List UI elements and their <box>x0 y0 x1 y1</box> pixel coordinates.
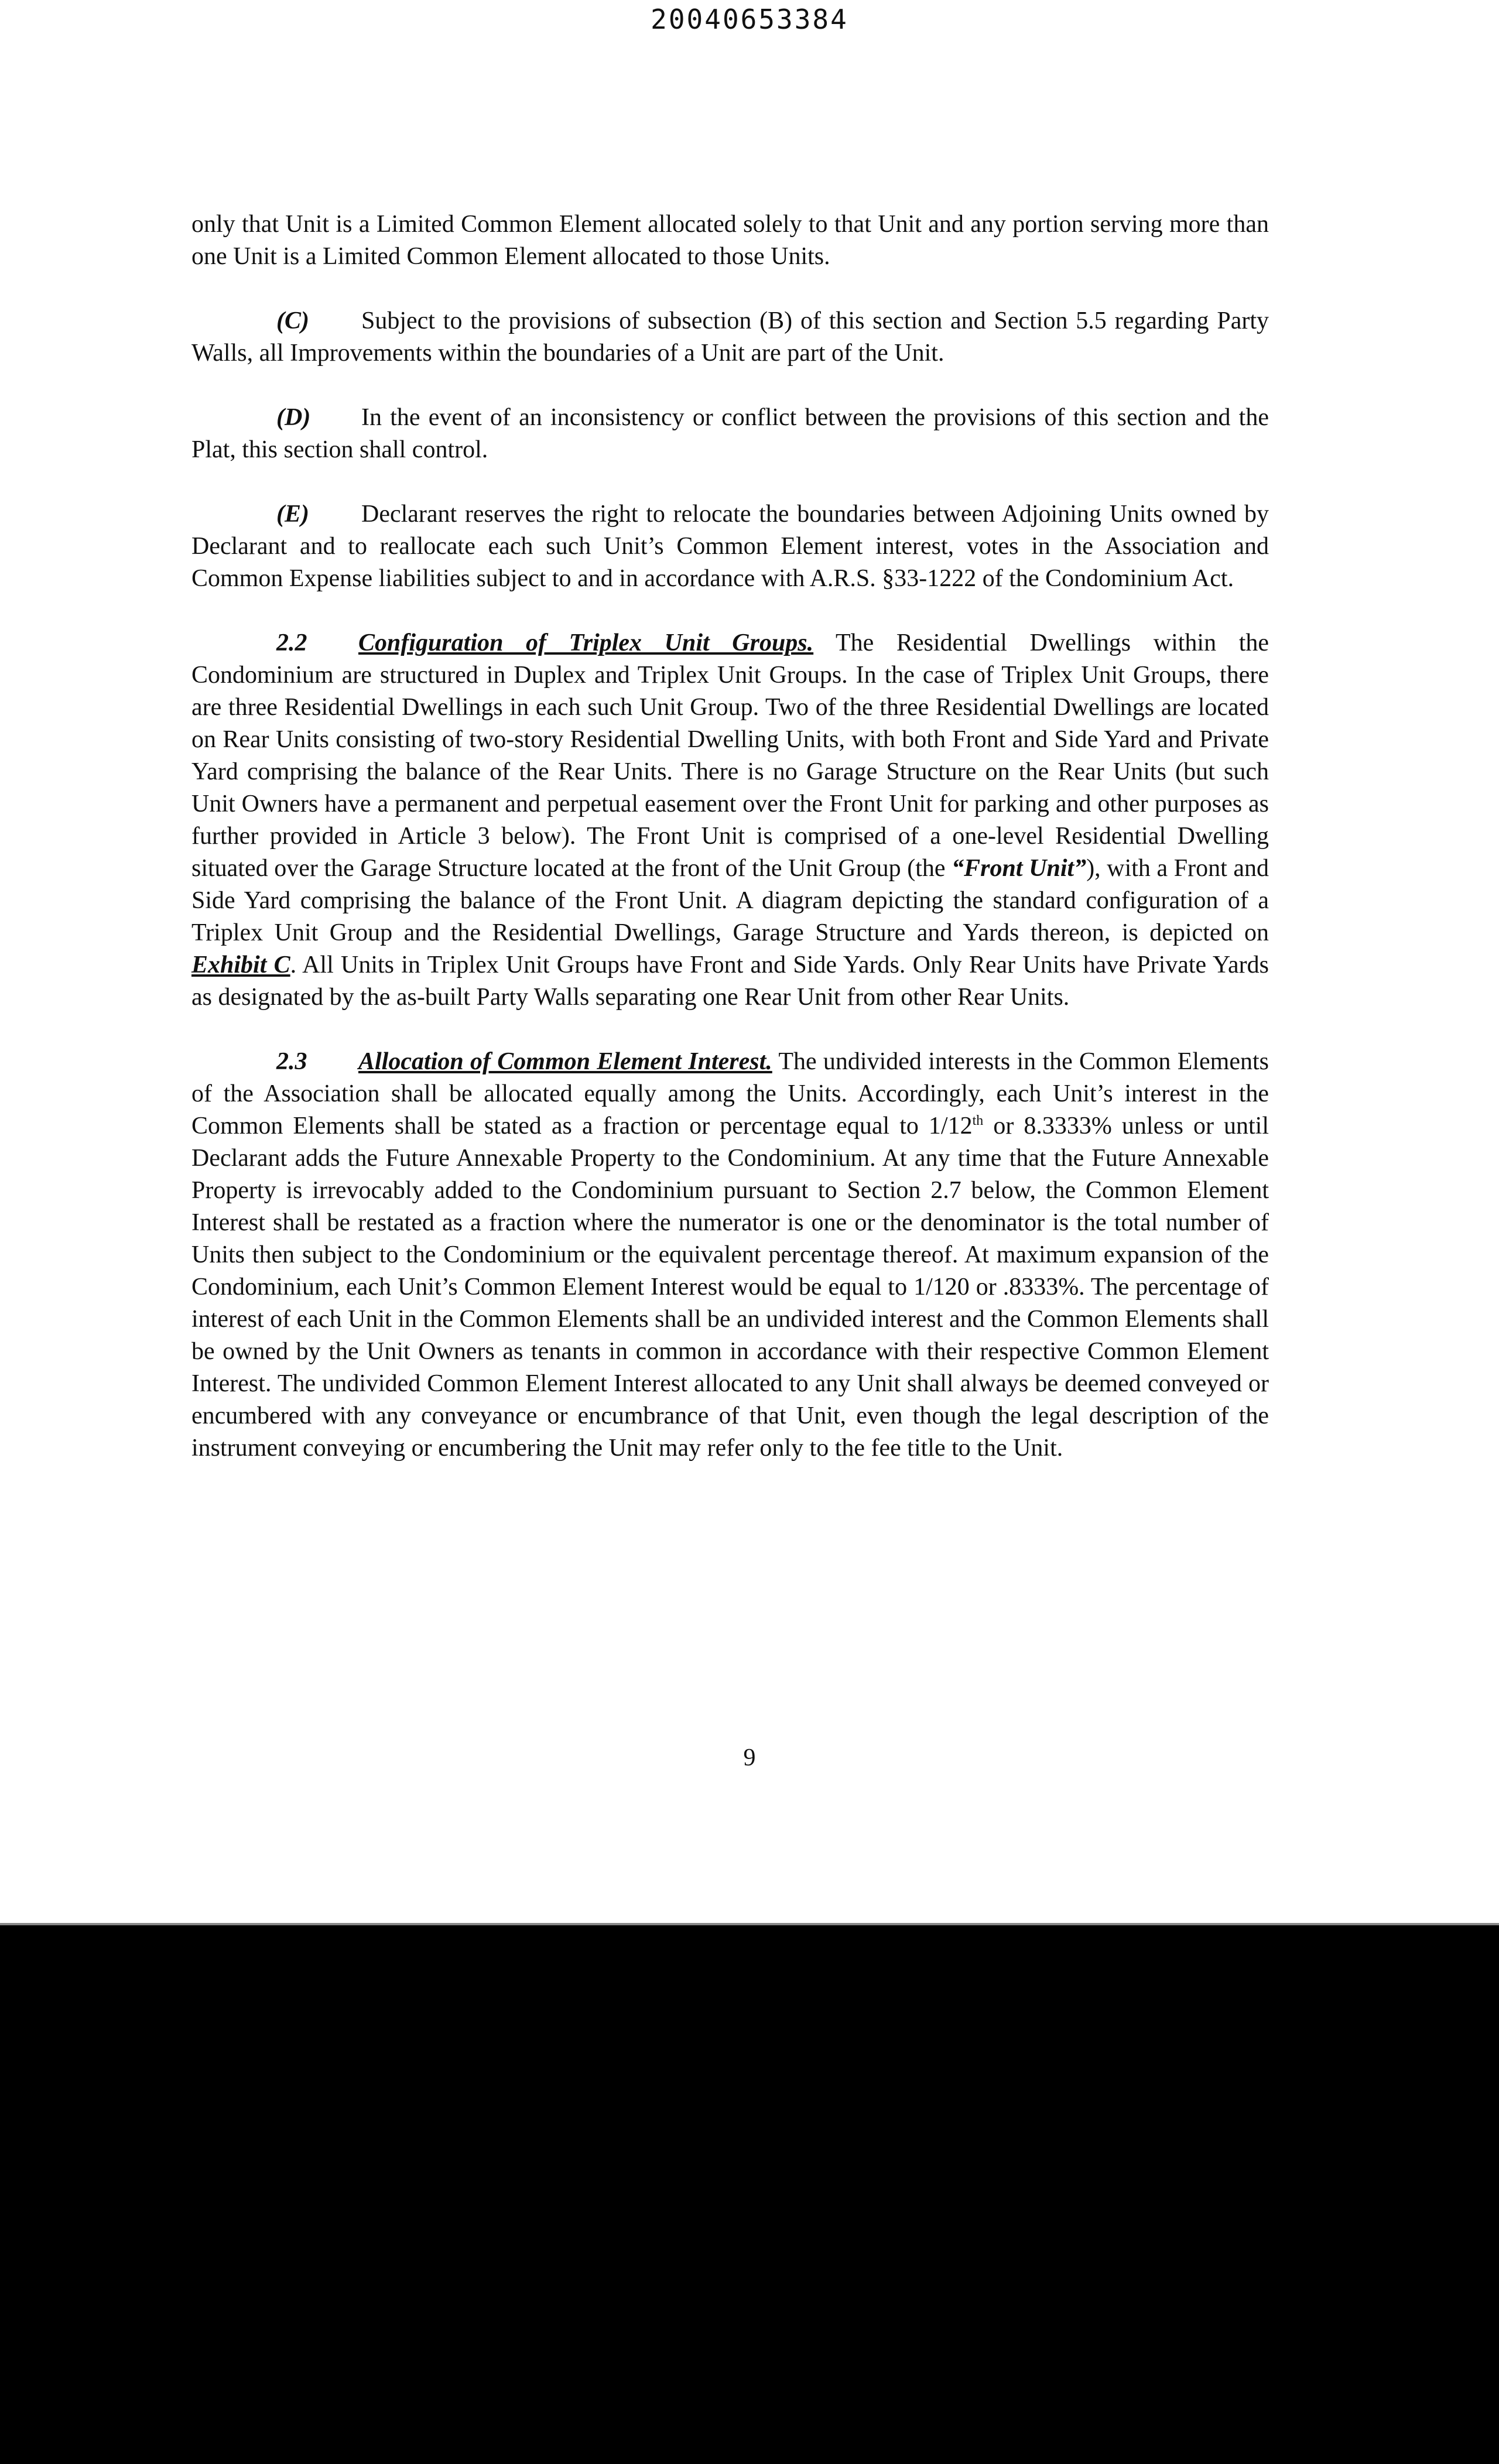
section-2-2-text-1: The Residential Dwellings within the Condominium are structured in Duplex and Triplex Unit Groups. In the case of Triplex Unit Groups, there are three Residential Dwellings in each such Unit Group. Two of the three Residential Dwellings are located on Rear Units consisting of two-story Residential Dwelling Units, with both Front and Side Yard and Private Yard comprising the balance of the Rear Units. There is no Garage Structure on the Rear Units (but such Unit Owners have a permanent and perpetual easement over the Front Unit for parking and other purposes as further provided in Article 3 below). The Front Unit is comprised of a one-level Residential Dwelling situated over the Garage Structure located at the front of the Unit Group (the <box>191 629 1269 882</box>
paragraph-e <box>191 498 1269 595</box>
subsection-label-d: (D) <box>276 404 311 431</box>
section-number-2-3: 2.3 <box>276 1048 307 1075</box>
section-2-2-text-2: ), with a Front and Side Yard comprising the balance of the Front Unit. A diagram depicting the standard configuration of a Triplex Unit Group and the Residential Dwellings, Garage Structure and Yards thereon, is depicted on <box>191 855 1269 946</box>
section-2-2 <box>191 627 1269 1014</box>
paragraph-d-text: In the event of an inconsistency or conflict between the provisions of this section and the Plat, this section shall control. <box>191 404 1269 463</box>
section-number-2-2: 2.2 <box>276 629 307 656</box>
paragraph-d <box>191 402 1269 466</box>
subsection-label-c: (C) <box>276 307 309 334</box>
subsection-label-e: (E) <box>276 501 309 528</box>
paragraph-continued <box>191 208 1269 273</box>
page-bottom-edge <box>0 1923 1499 1925</box>
defined-term-front-unit: “Front Unit” <box>952 855 1087 882</box>
document-id: 20040653384 <box>651 4 848 35</box>
ordinal-superscript: th <box>972 1113 984 1128</box>
document-body <box>191 208 1269 1497</box>
exhibit-c-reference: Exhibit C <box>191 952 290 978</box>
section-2-2-text-3: . All Units in Triplex Unit Groups have Front and Side Yards. Only Rear Units have Private Yards as designated by the as-built Party Walls separating one Rear Unit from other Rear Units. <box>191 952 1269 1011</box>
paragraph-c <box>191 305 1269 369</box>
section-2-3 <box>191 1046 1269 1464</box>
section-2-3-text-2: or 8.3333% unless or until Declarant adds the Future Annexable Property to the Condominium. At any time that the Future Annexable Property is irrevocably added to the Condominium pursuant to Section 2.7 below, the Common Element Interest shall be restated as a fraction where the numerator is one or the denominator is the total number of Units then subject to the Condominium or the equivalent percentage thereof. At maximum expansion of the Condominium, each Unit’s Common Element Interest would be equal to 1/120 or .8333%. The percentage of interest of each Unit in the Common Elements shall be an undivided interest and the Common Elements shall be owned by the Unit Owners as tenants in common in accordance with their respective Common Element Interest. The undivided Common Element Interest allocated to any Unit shall always be deemed conveyed or encumbered with any conveyance or encumbrance of that Unit, even though the legal description of the instrument conveying or encumbering the Unit may refer only to the fee title to the Unit. <box>191 1113 1269 1462</box>
section-title-2-2: Configuration of Triplex Unit Groups. <box>358 629 814 656</box>
paragraph-e-text: Declarant reserves the right to relocate the boundaries between Adjoining Units owned by Declarant and to reallocate each such Unit’s Common Element interest, votes in the Association and Common Expense liabilities subject to and in accordance with A.R.S. §33-1222 of the Condominium Act. <box>191 501 1269 592</box>
page-number: 9 <box>743 1744 756 1771</box>
paragraph-c-text: Subject to the provisions of subsection (B) of this section and Section 5.5 regarding Party Walls, all Improvements within the boundaries of a Unit are part of the Unit. <box>191 307 1269 367</box>
section-2-3-text-1: The undivided interests in the Common Elements of the Association shall be allocated equally among the Units. Accordingly, each Unit’s interest in the Common Elements shall be stated as a fraction or percentage equal to 1/12 <box>191 1048 1269 1139</box>
paragraph-continued-text: only that Unit is a Limited Common Element allocated solely to that Unit and any portion serving more than one Unit is a Limited Common Element allocated to those Units. <box>191 211 1269 270</box>
section-title-2-3: Allocation of Common Element Interest. <box>358 1048 772 1075</box>
